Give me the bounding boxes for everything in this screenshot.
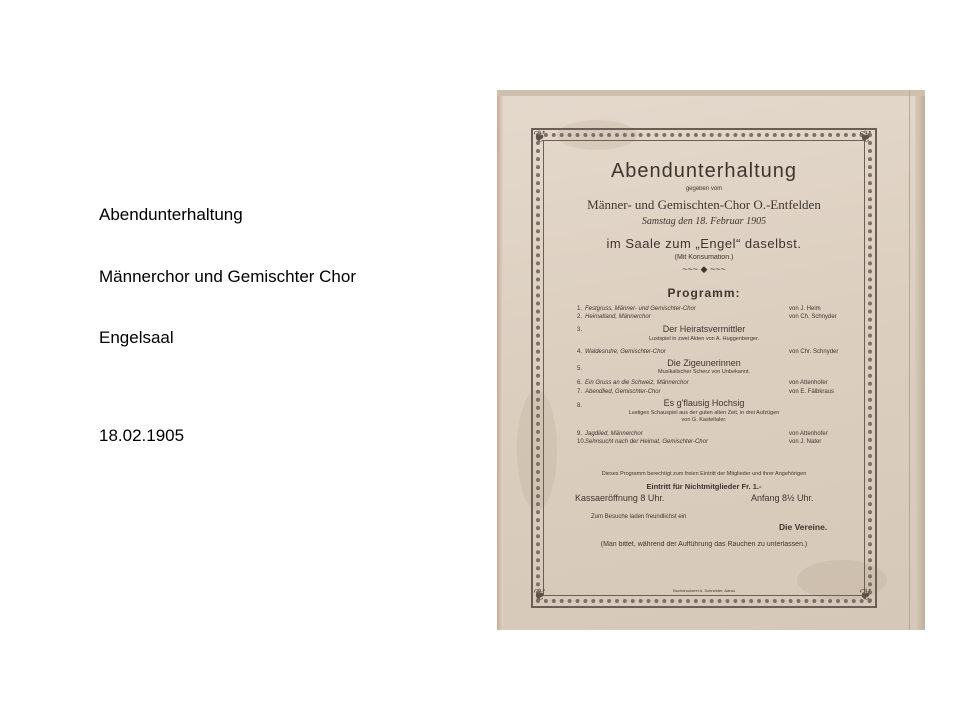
- program-heading: Programm:: [667, 286, 741, 300]
- item-title: Festgruss, Männer- und Gemischter-Chor: [585, 306, 696, 312]
- poster-venue: im Saale zum „Engel“ daselbst.: [606, 236, 802, 251]
- item-title: Ein Gruss an die Schweiz, Männerchor: [585, 380, 689, 386]
- paper-edge-left: [497, 90, 503, 630]
- poster-smoking-note: (Man bittet, während der Aufführung das Rauchen zu unterlassen.): [600, 541, 808, 548]
- item-title: Jagdlied, Männerchor: [585, 431, 643, 437]
- item-number: 9.: [577, 431, 583, 437]
- paper-edge-right: [915, 90, 925, 630]
- poster-besuch: Zum Besuche laden freundlichst ein: [591, 514, 687, 520]
- item-number: 10.: [577, 439, 586, 445]
- poster-choir: Männer- und Gemischten-Chor O.-Entfelden: [587, 197, 821, 212]
- item-number: 2.: [577, 314, 583, 320]
- item-number: 7.: [577, 389, 583, 395]
- item-number: 4.: [577, 349, 583, 355]
- poster-date: Samstag den 18. Februar 1905: [641, 216, 767, 227]
- item-title: Heimatland, Männerchor: [585, 314, 651, 320]
- corner-ornament-icon: ❦: [859, 587, 873, 604]
- poster-eintritt: Eintritt für Nichtmitglieder Fr. 1.-: [646, 482, 762, 491]
- program-photo: [497, 90, 925, 630]
- poster-subtitle: gegeben vom: [685, 186, 723, 192]
- caption-title: Abendunterhaltung: [99, 205, 243, 224]
- item-title: Waldesruhe, Gemischter-Chor: [585, 349, 666, 355]
- play-note: Lustiges Schauspiel aus der guten alten Zeit, in drei Aufzügen: [628, 410, 780, 416]
- play-note: Musikalischer Scherz von Unbekannt.: [657, 369, 750, 375]
- item-number: 3.: [577, 327, 583, 333]
- item-title: Sehnsucht nach der Heimat, Gemischter-Chor: [585, 439, 708, 445]
- item-composer: von J. Heim: [789, 306, 821, 312]
- play-note-author: von G. Kasteltaler.: [681, 417, 727, 423]
- caption-date: 18.02.1905: [99, 426, 185, 445]
- item-number: 6.: [577, 380, 583, 386]
- caption-venue: Engelsaal: [99, 328, 174, 347]
- poster-konsumation: (Mit Konsumation.): [674, 254, 734, 261]
- poster-notice: Dieses Programm berechtigt zum freien Eintritt der Mitglieder und ihrer Angehörigen: [601, 471, 807, 477]
- item-number: 8.: [577, 403, 583, 409]
- poster-title: Abendunterhaltung: [610, 160, 798, 182]
- poster-kasse: Kassaeröffnung 8 Uhr.: [575, 493, 665, 503]
- play-title: Der Heiratsvermittler: [662, 324, 746, 334]
- item-composer: von Ch. Schnyder: [789, 314, 837, 320]
- paper-edge-top: [497, 90, 925, 96]
- play-title: Die Zigeunerinnen: [667, 358, 741, 368]
- item-composer: von Chr. Schnyder: [789, 349, 839, 355]
- item-composer: von Attenhofer: [789, 431, 828, 437]
- poster-vereine: Die Vereine.: [779, 522, 828, 532]
- play-note: Lustspiel in zwei Akten von A. Huggenberger.: [648, 336, 760, 342]
- poster-printer: Buchdruckerei A. Schneider, Aarau: [673, 588, 735, 593]
- item-composer: von J. Nater: [789, 439, 822, 445]
- poster-anfang: Anfang 8½ Uhr.: [751, 493, 814, 503]
- corner-ornament-icon: ❦: [533, 587, 547, 604]
- item-number: 5.: [577, 366, 583, 372]
- paper-fold: [909, 90, 910, 630]
- item-number: 1.: [577, 306, 583, 312]
- item-composer: von E. Fälbkraus: [789, 389, 835, 395]
- corner-ornament-icon: ❦: [859, 129, 873, 146]
- item-composer: von Attenhofer: [789, 380, 828, 386]
- corner-ornament-icon: ❦: [533, 129, 547, 146]
- divider-ornament-icon: ~~~ ◆ ~~~: [682, 264, 726, 274]
- caption-choirs: Männerchor und Gemischter Chor: [99, 267, 357, 286]
- item-title: Abendlied, Gemischter-Chor: [585, 389, 661, 395]
- play-title: Es g'flausig Hochsig: [663, 398, 745, 408]
